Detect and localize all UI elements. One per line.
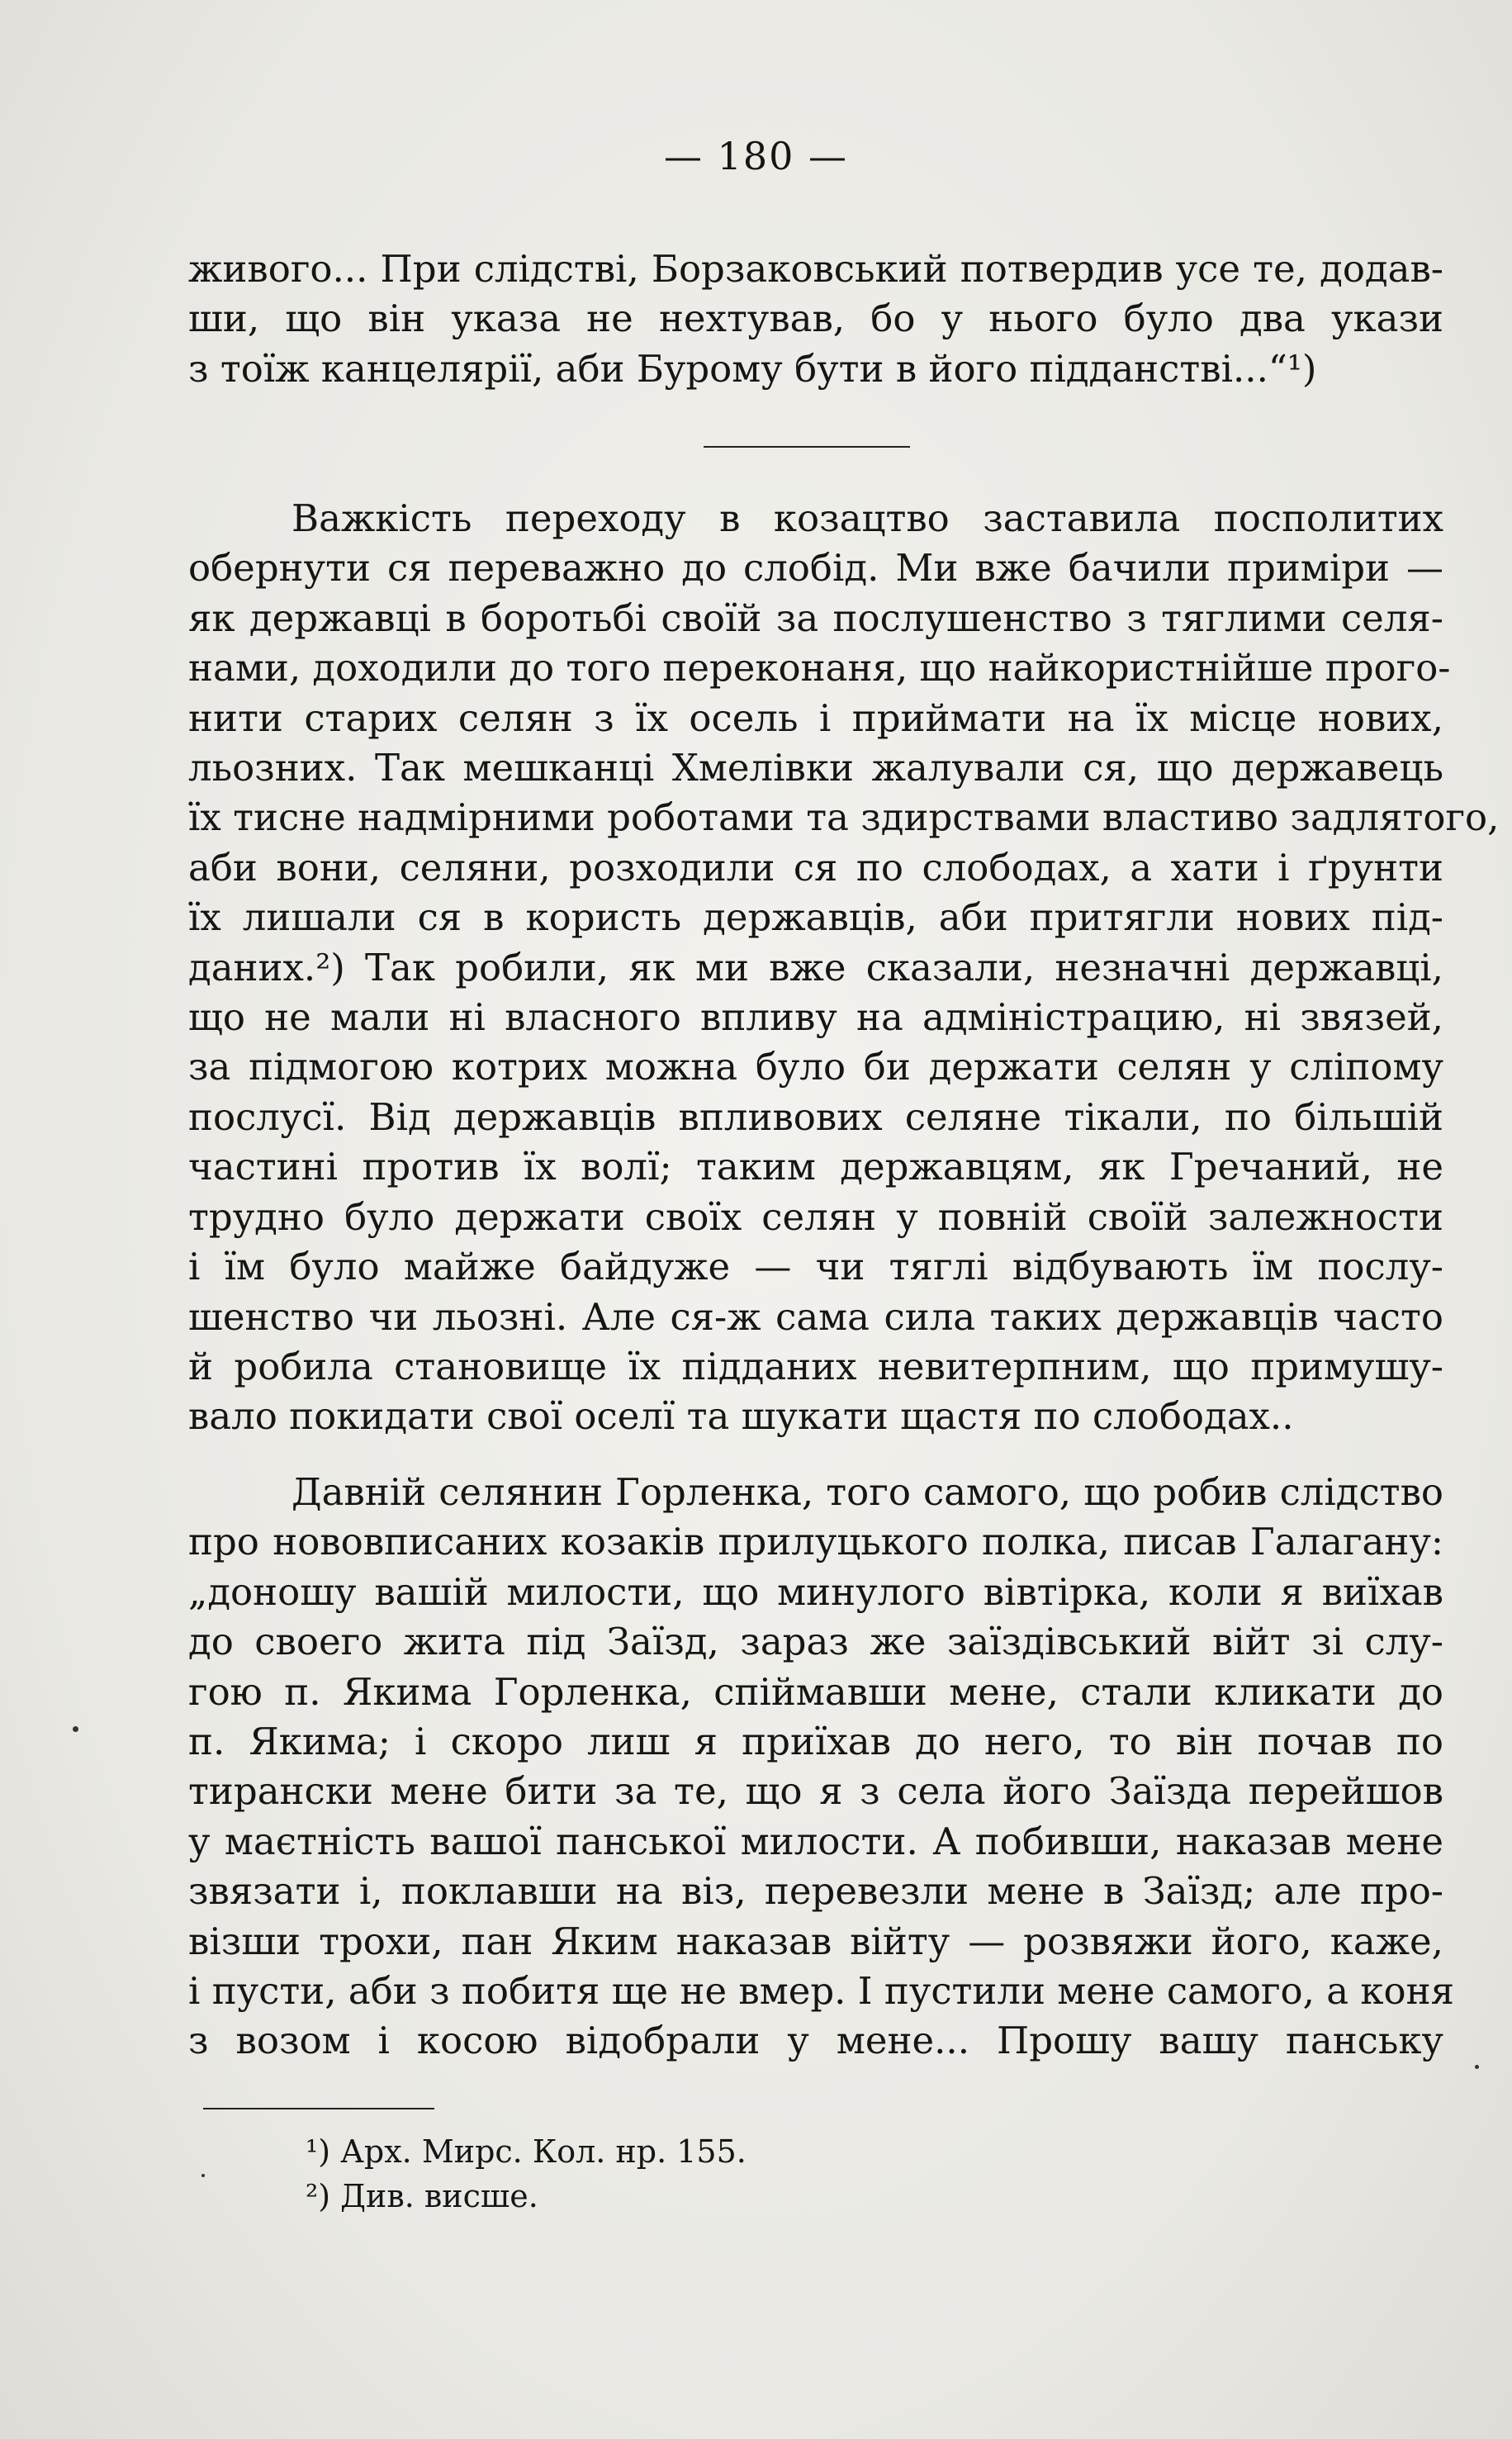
text-line: з тоїж канцелярії, аби Бурому бути в його підданстві...“¹) — [188, 346, 1317, 391]
text-line: що не мали ні власного впливу на адміністрацию, ні звязей, — [188, 995, 1443, 1040]
text-line: і їм було майже байдуже — чи тяглі відбувають їм послу- — [188, 1245, 1443, 1289]
text-line: візши трохи, пан Яким наказав війту — розвяжи його, каже, — [188, 1919, 1443, 1963]
text-line: і пусти, аби з побитя ще не вмер. І пустили мене самого, а коня — [188, 1969, 1454, 2014]
text-line: й робила становище їх підданих невитерпним, що примушу- — [188, 1344, 1443, 1388]
paper-speck — [1475, 2065, 1479, 2069]
text-line: за підмогою котрих можна було би держати селян у сліпому — [188, 1045, 1443, 1089]
text-line: гою п. Якима Горленка, спіймавши мене, стали кликати до — [188, 1669, 1443, 1714]
text-line: трудно було держати своїх селян у повній своїй залежности — [188, 1194, 1443, 1239]
text-line: шенство чи льозні. Але ся-ж сама сила таких державців часто — [188, 1294, 1443, 1339]
text-line: льозних. Так мешканці Хмелівки жалували ся, що державець — [188, 746, 1443, 790]
text-line: до своего жита під Заїзд, зараз же заїздівський війт зі слу- — [188, 1620, 1443, 1664]
text-line: послусї. Від державців впливових селяне тікали, по більшій — [188, 1094, 1443, 1139]
paragraph-1 — [188, 244, 1443, 394]
text-line: як державці в боротьбі своїй за послушенство з тяглими селя- — [188, 596, 1443, 640]
text-line: аби вони, селяни, розходили ся по слободах, а хати і ґрунти — [188, 845, 1443, 890]
text-line: Давній селянин Горленка, того самого, що робив слідство — [291, 1470, 1443, 1514]
paragraph-3 — [188, 1468, 1454, 2067]
text-line: Важкість переходу в козацтво заставила посполитих — [291, 496, 1443, 540]
paper-speck — [201, 2174, 205, 2177]
footnote-1: ¹) Арх. Мирс. Кол. нр. 155. — [306, 2133, 747, 2170]
text-line: тирански мене бити за те, що я з села його Заїзда перейшов — [188, 1769, 1443, 1814]
text-line: п. Якима; і скоро лиш я приїхав до него, то він почав по — [188, 1720, 1443, 1764]
paragraph-2 — [188, 494, 1500, 1442]
text-line: про нововписаних козаків прилуцького полка, писав Галагану: — [188, 1520, 1443, 1564]
text-line: даних.²) Так робили, як ми вже сказали, незначні державці, — [188, 945, 1443, 989]
text-line: вало покидати свої оселї та шукати щастя по слободах.. — [188, 1394, 1294, 1439]
text-line: ши, що він указа не нехтував, бо у нього було два укази — [188, 297, 1443, 341]
footnote-rule — [203, 2108, 434, 2109]
text-line: у маєтність вашої панської милости. А побивши, наказав мене — [188, 1819, 1443, 1863]
text-line: з возом і косою відобрали у мене... Прошу вашу панську — [188, 2019, 1443, 2063]
text-line: обернути ся переважно до слобід. Ми вже бачили приміри — — [188, 546, 1443, 591]
text-line: нами, доходили до того переконаня, що найкористнійше прого- — [188, 646, 1451, 690]
text-line: звязати і, поклавши на віз, перевезли мене в Заїзд; але про- — [188, 1869, 1443, 1914]
footnotes — [306, 2129, 747, 2218]
text-line: їх тисне надмірними роботами та здирствами властиво задлятого, — [188, 795, 1500, 840]
text-line: їх лишали ся в користь державців, аби притягли нових під- — [188, 895, 1443, 940]
text-line: „доношу вашій милости, що минулого вівтірка, коли я виїхав — [188, 1569, 1443, 1614]
text-line: частині против їх волї; таким державцям, як Гречаний, не — [188, 1145, 1443, 1189]
text-line: живого... При слідстві, Борзаковський потвердив усе те, додав- — [188, 247, 1443, 291]
text-line: нити старих селян з їх осель і приймати на їх місце нових, — [188, 695, 1443, 740]
page-number: — 180 — — [663, 134, 849, 178]
section-separator — [704, 446, 910, 448]
footnote-2: ²) Див. висше. — [306, 2178, 538, 2214]
paper-speck — [73, 1726, 78, 1732]
